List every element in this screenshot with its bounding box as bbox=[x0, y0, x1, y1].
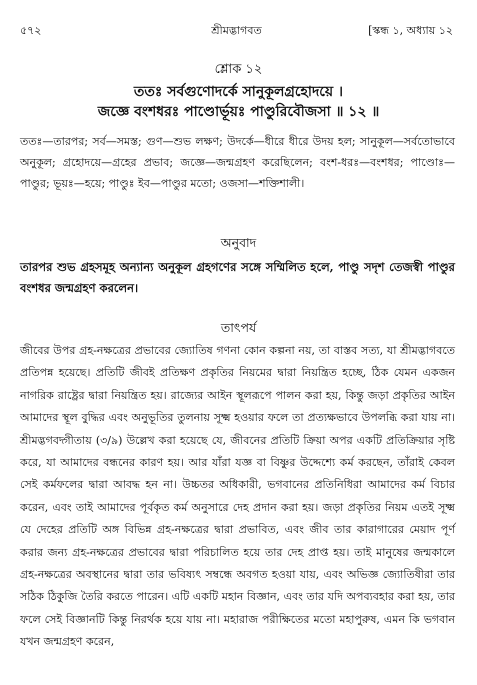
purport-paragraph: জীবের উপর গ্রহ-নক্ষত্রের প্রভাবের জ্যোতিষ গণনা কোন কল্পনা নয়, তা বাস্তব সত্য, যা শ্রীমদ্ভাগবতে প্রতিপন্ন হয়েছে। প্রতিটি জীবই প্রতিক্ষণ প্রকৃতির নিয়মের দ্বারা নিয়ন্ত্রিত হচ্ছে, ঠিক যেমন একজন নাগরিক রাষ্ট্রের দ্বারা নিয়ন্ত্রিত হয়। রাজ্যের আইন স্থূলরূপে পালন করা হয়, কিন্তু জড়া প্রকৃতির আইন আমাদের স্থূল বুদ্ধির এবং অনুভূতির তুলনায় সূক্ষ্ম হওয়ার ফলে তা প্রত্যক্ষভাবে উপলব্ধি করা যায় না। শ্রীমদ্ভগবদ্গীতায় (৩/৯) উল্লেখ করা হয়েছে যে, জীবনের প্রতিটি ক্রিয়া অপর একটি প্রতিক্রিয়ার সৃষ্টি করে, যা আমাদের বন্ধনের কারণ হয়। আর যাঁরা যজ্ঞ বা বিষ্ণুর উদ্দেশ্যে কর্ম করছেন, তাঁরাই কেবল সেই কর্মফলের দ্বারা আবদ্ধ হন না। উচ্চতর অধিকারী, ভগবানের প্রতিনিধিরা আমাদের কর্ম বিচার করেন, এবং তাই আমাদের পূর্বকৃত কর্ম অনুসারে দেহ প্রদান করা হয়। জড়া প্রকৃতির নিয়ম এতই সূক্ষ্ম যে দেহের প্রতিটি অঙ্গ বিভিন্ন গ্রহ-নক্ষত্রের দ্বারা প্রভাবিত, এবং জীব তার কারাগারের মেয়াদ পূর্ণ করার জন্য গ্রহ-নক্ষত্রের প্রভাবের দ্বারা পরিচালিত হয়ে তার দেহ প্রাপ্ত হয়। তাই মানুষের জন্মকালে গ্রহ-নক্ষত্রের অবস্থানের দ্বারা তার ভবিষ্যৎ সম্বন্ধে অবগত হওয়া যায়, এবং অভিজ্ঞ জ্যোতিষীরা তার সঠিক ঠিকুজি তৈরি করতে পারেন। এটি একটি মহান বিজ্ঞান, এবং তার যদি অপব্যবহার করা হয়, তার ফলে সেই বিজ্ঞানটি কিন্তু নিরর্থক হয়ে যায় না। মহারাজ পরীক্ষিতের মতো মহাপুরুষ, এমন কি ভগবান যখন জন্মগ্রহণ করেন, bbox=[20, 344, 455, 649]
running-header bbox=[20, 22, 453, 38]
translation-heading: অনুবাদ bbox=[220, 235, 257, 250]
page-number: ৫৭২ bbox=[20, 24, 42, 37]
word-meanings: ততঃ—তারপর; সর্ব—সমস্ত; গুণ—শুভ লক্ষণ; উদর্কে—ধীরে ধীরে উদয় হল; সানুকূল—সর্বতোভাবে অনুকূল; গ্রহোদয়ে—গ্রহের প্রভাব; জজ্ঞে—জন্মগ্রহণ করেছিলেন; বংশ-ধরঃ—বংশধর; পাণ্ডোঃ—পাণ্ডুর; ভূয়ঃ—হয়ে; পাণ্ডুঃ ইব—পাণ্ডুর মতো; ওজসা—শক্তিশালী। bbox=[20, 135, 455, 190]
translation-text: তারপর শুভ গ্রহসমূহ অন্যান্য অনুকূল গ্রহগণের সঙ্গে সম্মিলিত হলে, পাণ্ডু সদৃশ তেজস্বী পাণ্ডুর বংশধর জন্মগ্রহণ করলেন। bbox=[20, 260, 455, 295]
verse-heading: শ্লোক ১২ bbox=[214, 62, 263, 77]
book-title: শ্রীমদ্ভাগবত bbox=[211, 24, 262, 37]
chapter-reference: [স্কন্ধ ১, অধ্যায় ১২ bbox=[368, 24, 453, 37]
verse-line-2: জজ্ঞে বংশধরঃ পাণ্ডোর্ভূয়ঃ পাণ্ডুরিবৌজসা ॥ ১২ ॥ bbox=[97, 104, 380, 120]
verse-line-1: ততঃ সর্বগুণোদর্কে সানুকূলগ্রহোদয়ে । bbox=[133, 84, 344, 100]
purport-heading: তাৎপর্য bbox=[220, 320, 257, 335]
purport-text bbox=[20, 340, 455, 654]
